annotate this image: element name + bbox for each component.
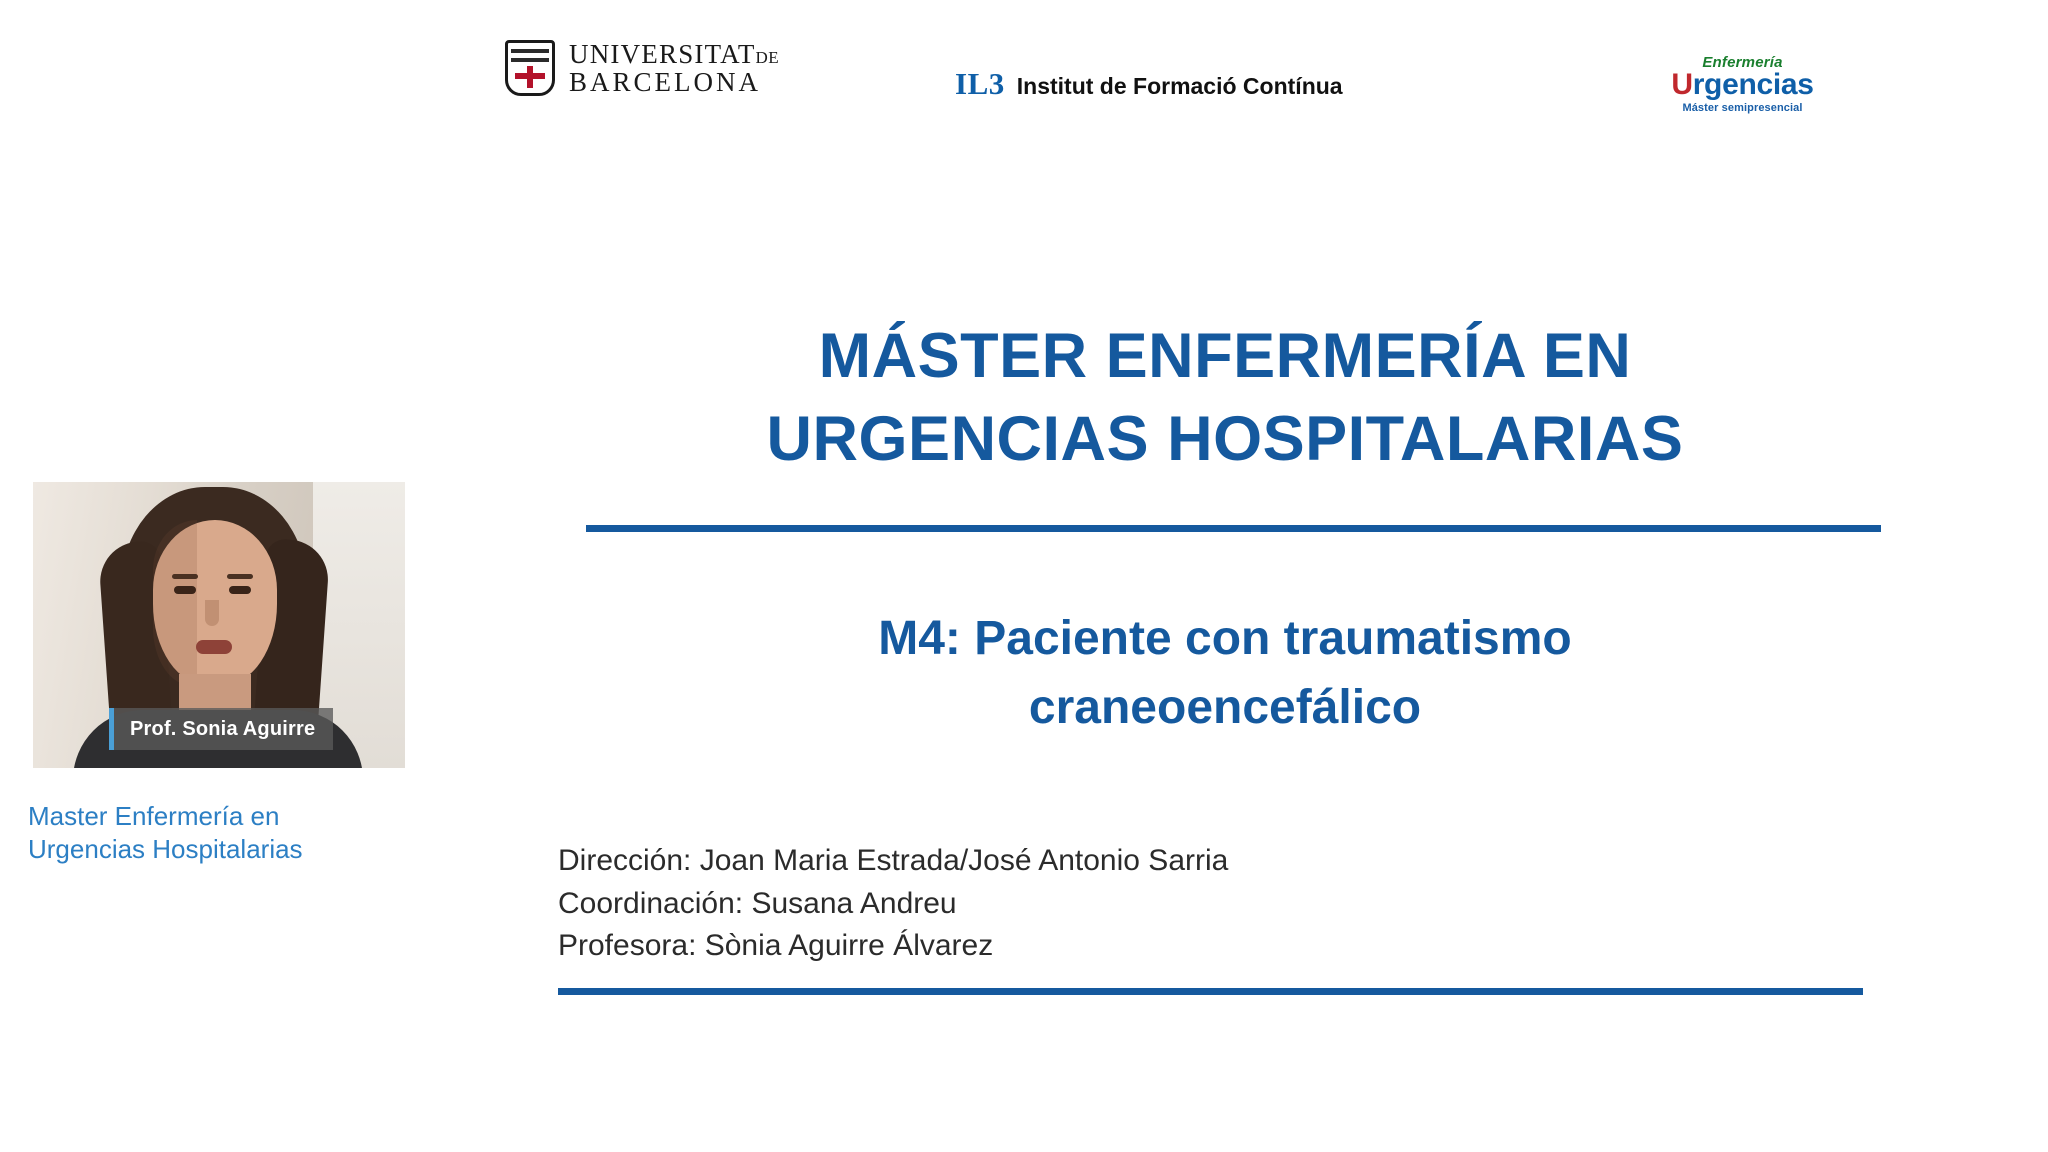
ub-line1-small: DE [755, 48, 780, 67]
urgencias-main-text [1660, 70, 1825, 100]
presenter-mouth [196, 640, 232, 654]
slide-subtitle [560, 605, 1890, 742]
il3-mark: IL3 [955, 66, 1005, 101]
presenter-eye-right [229, 586, 251, 594]
ub-line1-text: UNIVERSITAT [569, 39, 756, 69]
bottom-divider [558, 988, 1863, 995]
slide-subtitle-line1: M4: Paciente con traumatismo [878, 612, 1572, 665]
presenter-nose [205, 600, 219, 626]
presenter-name-plate [109, 708, 333, 750]
video-caption [28, 800, 428, 867]
ub-line2-text: BARCELONA [569, 67, 762, 98]
slide-title-line1: MÁSTER ENFERMERÍA EN [818, 321, 1632, 391]
urgencias-top-text: Enfermería [1702, 54, 1783, 71]
presenter-brow-right [227, 574, 253, 579]
logo-il3 [955, 66, 1343, 102]
presenter-eye-left [174, 586, 196, 594]
credits-coordination: Coordinación: Susana Andreu [558, 886, 957, 920]
ub-wordmark [569, 40, 779, 97]
video-caption-line1: Master Enfermería en [28, 801, 280, 831]
credits-direction: Dirección: Joan Maria Estrada/José Antonio Sarria [558, 844, 1229, 877]
slide-subtitle-line2: craneoencefálico [1028, 680, 1422, 734]
presenter-brow-left [172, 574, 198, 579]
presenter-video-tile[interactable] [33, 482, 405, 768]
video-caption-line2: Urgencias Hospitalarias [28, 834, 303, 865]
presenter-name-label: Prof. Sonia Aguirre [130, 717, 316, 740]
slide-title [560, 315, 1890, 481]
urgencias-main-rest: rgencias [1692, 68, 1814, 101]
credits-block [558, 840, 1228, 968]
logo-enfermeria-urgencias [1660, 55, 1825, 114]
credits-professor: Profesora: Sònia Aguirre Álvarez [558, 929, 994, 963]
urgencias-main-first: U [1671, 68, 1693, 101]
urgencias-sub-text: Máster semipresencial [1682, 102, 1803, 114]
title-divider [586, 525, 1881, 532]
presenter-face-shadow [153, 520, 197, 686]
ub-crest-icon [505, 40, 555, 96]
il3-label: Institut de Formació Contínua [1016, 73, 1343, 99]
logo-universitat-de-barcelona [505, 40, 779, 97]
slide-title-line2: URGENCIAS HOSPITALARIAS [766, 404, 1684, 475]
